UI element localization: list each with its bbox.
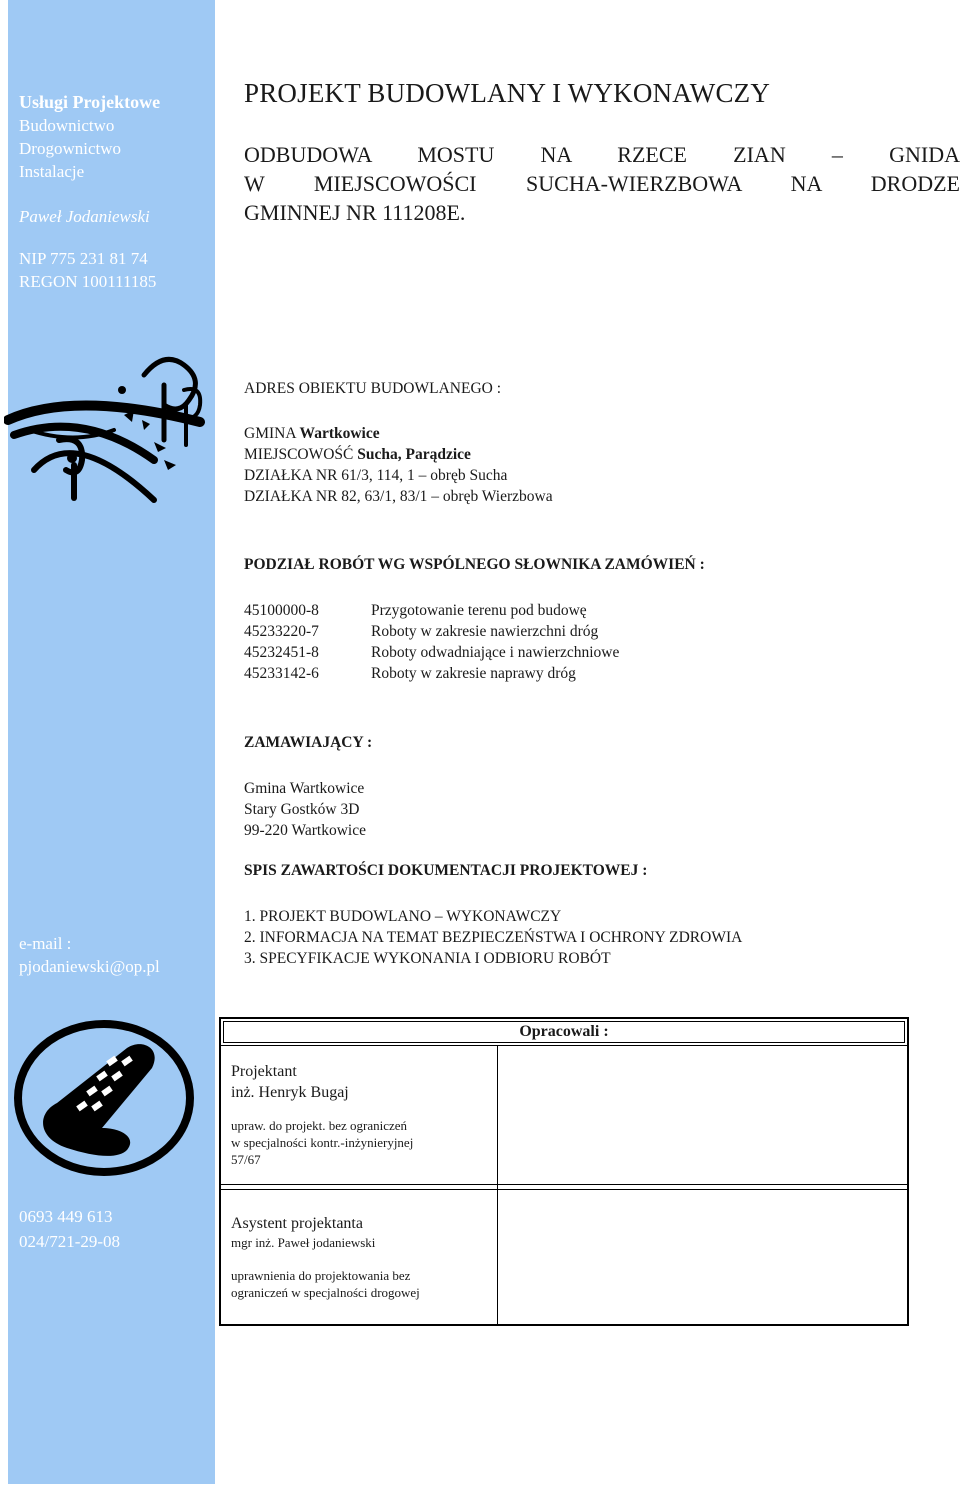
prepared-by-heading: Opracowali : — [223, 1021, 905, 1043]
miejscowosc-value: Sucha, Parądzice — [357, 446, 471, 463]
document-title: PROJEKT BUDOWLANY I WYKONAWCZY — [244, 78, 771, 108]
subtitle-line: GMINNEJ NR 111208E. — [244, 200, 466, 225]
designer-role: Projektant — [231, 1063, 297, 1080]
cpv-desc: Roboty w zakresie nawierzchni dróg — [371, 623, 599, 640]
gmina-label: GMINA — [244, 425, 296, 442]
company-ids — [19, 247, 156, 293]
address-details — [244, 423, 553, 507]
service-item: Drogownictwo — [19, 139, 121, 158]
gmina-value: Wartkowice — [299, 425, 380, 442]
contents-item: 1. PROJEKT BUDOWLANO – WYKONAWCZY — [244, 908, 562, 925]
project-subtitle — [244, 140, 960, 227]
email-label: e-mail : — [19, 934, 72, 953]
cpv-list — [244, 600, 619, 684]
client-line: Gmina Wartkowice — [244, 780, 365, 797]
cpv-code: 45100000-8 — [244, 602, 319, 619]
company-block — [19, 91, 160, 183]
client-heading: ZAMAWIAJĄCY : — [244, 734, 373, 751]
contents-item: 3. SPECYFIKACJE WYKONANIA I ODBIORU ROBÓT — [244, 950, 611, 967]
designer-license: upraw. do projekt. bez ograniczeń — [231, 1118, 408, 1133]
assistant-cell — [231, 1213, 420, 1301]
nip: NIP 775 231 81 74 — [19, 249, 148, 268]
owner-name: Paweł Jodaniewski — [19, 207, 150, 226]
cpv-row — [244, 600, 619, 621]
prepared-by-table — [219, 1017, 909, 1326]
client-line: 99-220 Wartkowice — [244, 822, 367, 839]
email-address: pjodaniewski@op.pl — [19, 957, 160, 976]
assistant-role: Asystent projektanta — [231, 1215, 363, 1232]
service-item: Budownictwo — [19, 116, 115, 135]
address-heading: ADRES OBIEKTU BUDOWLANEGO : — [244, 380, 502, 397]
miejscowosc-label: MIEJSCOWOŚĆ — [244, 446, 354, 463]
divider — [221, 1189, 907, 1190]
assistant-name: mgr inż. Paweł jodaniewski — [231, 1235, 376, 1250]
subtitle-line: W MIEJSCOWOŚCI SUCHA-WIERZBOWA NA DRODZE — [244, 171, 960, 196]
subtitle-line: ODBUDOWA MOSTU NA RZECE ZIAN – GNIDA — [244, 142, 960, 167]
divider — [497, 1045, 498, 1324]
service-item: Instalacje — [19, 162, 85, 181]
designer-license: 57/67 — [231, 1152, 261, 1167]
cpv-code: 45233220-7 — [244, 623, 319, 640]
designer-license: w specjalności kontr.-inżynieryjnej — [231, 1135, 414, 1150]
gmina-row — [244, 423, 553, 444]
phone-landline: 024/721-29-08 — [19, 1232, 121, 1251]
phone-block — [19, 1204, 120, 1254]
phone-mobile: 0693 449 613 — [19, 1207, 113, 1226]
cpv-heading: PODZIAŁ ROBÓT WG WSPÓLNEGO SŁOWNIKA ZAMÓWIEŃ : — [244, 556, 705, 573]
divider — [221, 1184, 907, 1185]
cpv-desc: Roboty odwadniające i nawierzchniowe — [371, 644, 620, 661]
company-name: Usługi Projektowe — [19, 92, 161, 112]
cpv-desc: Roboty w zakresie naprawy dróg — [371, 665, 576, 682]
contents-list — [244, 906, 742, 969]
cpv-code: 45232451-8 — [244, 644, 319, 661]
cpv-row — [244, 621, 619, 642]
contents-heading: SPIS ZAWARTOŚCI DOKUMENTACJI PROJEKTOWEJ : — [244, 862, 648, 879]
cpv-row — [244, 663, 619, 684]
designer-cell — [231, 1061, 413, 1168]
cpv-desc: Przygotowanie terenu pod budowę — [371, 602, 587, 619]
cpv-row — [244, 642, 619, 663]
divider — [221, 1045, 907, 1046]
telephone-icon — [12, 1018, 197, 1178]
designer-name: inż. Henryk Bugaj — [231, 1084, 349, 1101]
client-line: Stary Gostków 3D — [244, 801, 360, 818]
client-address — [244, 778, 366, 841]
email-block — [19, 932, 160, 978]
dzialka-row: DZIAŁKA NR 61/3, 114, 1 – obręb Sucha — [244, 467, 508, 484]
cpv-code: 45233142-6 — [244, 665, 319, 682]
contents-item: 2. INFORMACJA NA TEMAT BEZPIECZEŃSTWA I OCHRONY ZDROWIA — [244, 929, 743, 946]
regon: REGON 100111185 — [19, 272, 157, 291]
dzialka-row: DZIAŁKA NR 82, 63/1, 83/1 – obręb Wierzbowa — [244, 488, 553, 505]
assistant-license: ograniczeń w specjalności drogowej — [231, 1285, 420, 1300]
road-trees-logo-icon — [4, 350, 214, 510]
miejscowosc-row — [244, 444, 553, 465]
assistant-license: uprawnienia do projektowania bez — [231, 1268, 411, 1283]
